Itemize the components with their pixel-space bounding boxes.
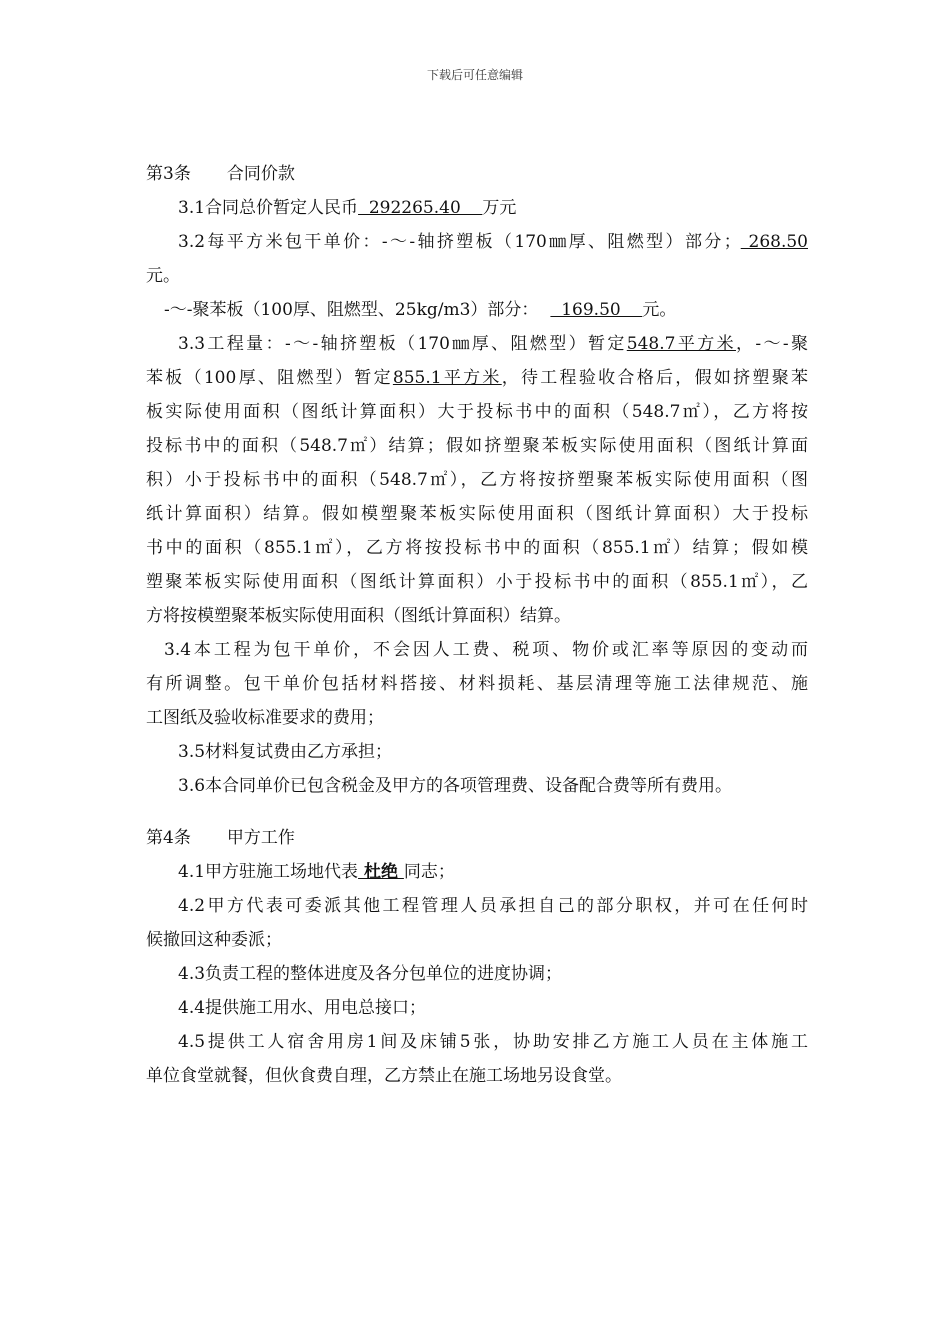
clause-3-5: 3.5材料复试费由乙方承担；	[178, 742, 393, 762]
clause-4-2-line-1: 4.2甲方代表可委派其他工程管理人员承担自己的部分职权，并可在任何时	[178, 896, 808, 916]
clause-3-1	[146, 191, 808, 225]
clause-3-3-line-4: 投标书中的面积（548.7㎡）结算；假如挤塑聚苯板实际使用面积（图纸计算面	[146, 436, 808, 456]
clause-3-6: 3.6本合同单价已包含税金及甲方的各项管理费、设备配合费等所有费用。	[178, 776, 733, 796]
clause-3-3-line-9: 方将按模塑聚苯板实际使用面积（图纸计算面积）结算。	[146, 606, 571, 626]
clause-3-3-line-2	[146, 361, 808, 395]
xps-unit-price-value: 268.50	[740, 232, 808, 252]
clause-3-2-line-2: 元。	[146, 266, 180, 286]
clause-3-4-line-2: 有所调整。包干单价包括材料搭接、材料损耗、基层清理等施工法律规范、施	[146, 674, 808, 694]
clause-text: 万元	[482, 198, 517, 218]
clause-3-4-line-1: 3.4本工程为包干单价，不会因人工费、税项、物价或汇率等原因的变动而	[164, 640, 808, 660]
site-representative-name: 杜绝	[358, 862, 404, 882]
clause-4-3: 4.3负责工程的整体进度及各分包单位的进度协调；	[178, 964, 563, 984]
document-body	[146, 157, 808, 1093]
clause-text: 4.1甲方驻施工场地代表	[178, 862, 359, 882]
clause-text: ，待工程验收合格后，假如挤塑聚苯	[501, 368, 808, 388]
clause-3-3-line-7: 书中的面积（855.1㎡），乙方将按投标书中的面积（855.1㎡）结算；假如模	[146, 538, 808, 558]
clause-text: 3.1合同总价暂定人民币	[178, 198, 359, 218]
eps-area-value: 855.1平方米	[392, 368, 502, 388]
article-number: 第3条	[146, 164, 191, 184]
article-title: 甲方工作	[226, 828, 295, 848]
clause-4-5-line-2: 单位食堂就餐，但伙食费自理，乙方禁止在施工场地另设食堂。	[146, 1066, 622, 1086]
article-title: 合同价款	[226, 164, 295, 184]
clause-text: -～-聚苯板（100厚、阻燃型、25kg/m3）部分：	[164, 300, 539, 320]
total-price-value: 292265.40	[358, 198, 483, 218]
clause-text: 苯板（100厚、阻燃型）暂定	[146, 368, 393, 388]
clause-4-5-line-1: 4.5提供工人宿舍用房1间及床铺5张，协助安排乙方施工人员在主体施工	[178, 1032, 808, 1052]
clause-text: 同志；	[403, 862, 455, 882]
eps-unit-price-value: 169.50	[550, 300, 643, 320]
xps-area-value: 548.7平方米	[626, 334, 736, 354]
clause-4-4: 4.4提供施工用水、用电总接口；	[178, 998, 427, 1018]
clause-3-3-line-5: 积）小于投标书中的面积（548.7㎡），乙方将按挤塑聚苯板实际使用面积（图	[146, 470, 808, 490]
clause-3-3-line-1	[146, 327, 808, 361]
clause-3-3-line-8: 塑聚苯板实际使用面积（图纸计算面积）小于投标书中的面积（855.1㎡），乙	[146, 572, 808, 592]
article-3-heading	[146, 157, 808, 191]
clause-text: 元。	[642, 300, 677, 320]
clause-3-4-line-3: 工图纸及验收标准要求的费用；	[146, 708, 384, 728]
clause-4-2-line-2: 候撤回这种委派；	[146, 930, 282, 950]
article-4-heading	[146, 821, 808, 855]
article-number: 第4条	[146, 828, 191, 848]
clause-text: 3.2每平方米包干单价：-～-轴挤塑板（170㎜厚、阻燃型）部分；	[178, 232, 741, 252]
clause-3-2-eps	[146, 293, 808, 327]
clause-3-3-line-6: 纸计算面积）结算。假如模塑聚苯板实际使用面积（图纸计算面积）大于投标	[146, 504, 808, 524]
clause-text: 3.3工程量：-～-轴挤塑板（170㎜厚、阻燃型）暂定	[178, 334, 627, 354]
page-header: 下载后可任意编辑	[426, 68, 523, 82]
clause-text: ，-～-聚	[735, 334, 808, 354]
clause-4-1	[146, 855, 808, 889]
clause-3-3-line-3: 板实际使用面积（图纸计算面积）大于投标书中的面积（548.7㎡），乙方将按	[146, 402, 808, 422]
clause-3-2-line-1	[146, 225, 808, 259]
